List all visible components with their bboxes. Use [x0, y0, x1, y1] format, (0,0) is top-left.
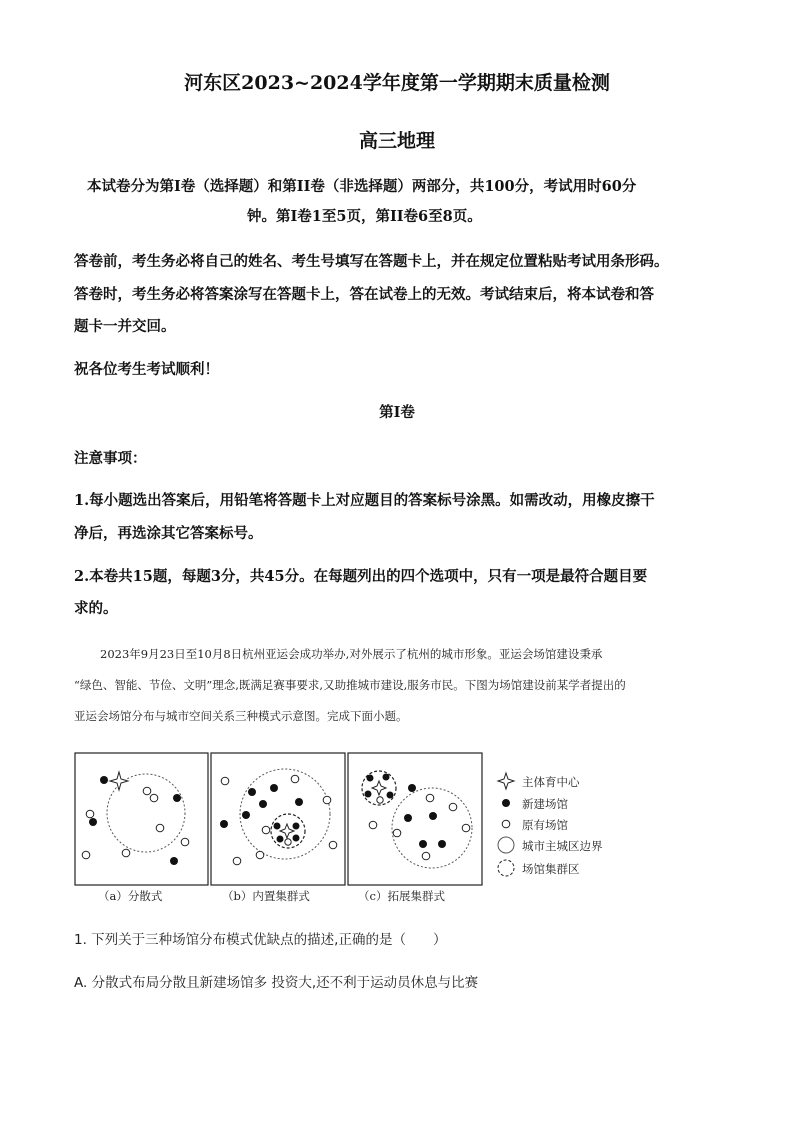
caption-inner-cluster: （b）内置集群式: [222, 889, 310, 903]
note-2-line-1: 2.本卷共15题，每题3分，共45分。在每题列出的四个选项中，只有一项是最符合题目要: [74, 568, 648, 585]
existing-venue-dot: [422, 852, 430, 860]
new-venue-dot: [100, 776, 108, 784]
section-title: 第Ⅰ卷: [379, 404, 415, 421]
existing-venue-dot: [122, 849, 130, 857]
panel-expanded-cluster: [348, 753, 482, 885]
existing-venue-dot: [462, 824, 470, 832]
panel-c-frame: [348, 753, 482, 885]
new-venue-dot: [408, 784, 416, 792]
exam-title: 河东区2023~2024学年度第一学期期末质量检测: [184, 72, 610, 94]
new-venue-dot: [429, 812, 437, 820]
panel-dispersed: [75, 753, 208, 885]
existing-venue-dot: [377, 797, 383, 803]
existing-venue-dot: [143, 787, 151, 795]
panel-inner-cluster: [211, 753, 345, 885]
instruction-line-1: 答卷前，考生务必将自己的姓名、考生号填写在答题卡上，并在规定位置粘贴考试用条形码。: [74, 253, 669, 270]
note-1-line-2: 净后，再选涂其它答案标号。: [74, 525, 263, 542]
caption-expanded-cluster: （c）拓展集群式: [358, 889, 445, 903]
new-venue-dot: [295, 798, 303, 806]
existing-venue-dot: [291, 775, 299, 783]
new-venue-dot: [274, 823, 281, 830]
question-1-stem: 1. 下列关于三种场馆分布模式优缺点的描述,正确的是（ ）: [74, 932, 447, 948]
instruction-line-2: 答卷时，考生务必将答案涂写在答题卡上，答在试卷上的无效。考试结束后，将本试卷和答: [74, 286, 654, 303]
legend-city-boundary-circle: [498, 837, 514, 853]
new-venue-dot: [404, 814, 412, 822]
legend-label-venue-cluster: 场馆集群区: [522, 862, 580, 876]
existing-venue-dot: [369, 821, 377, 829]
existing-venue-dot: [256, 851, 264, 859]
note-2-line-2: 求的。: [74, 600, 118, 617]
new-venue-dot: [242, 811, 250, 819]
existing-venue-dot: [393, 829, 401, 837]
caption-dispersed: （a）分散式: [98, 889, 163, 903]
existing-venue-dot: [221, 777, 229, 785]
intro-line-2: 钟。第Ⅰ卷1至5页，第II卷6至8页。: [247, 208, 482, 225]
new-venue-dot: [173, 794, 181, 802]
existing-venue-dot: [323, 796, 331, 804]
good-luck-text: 祝各位考生考试顺利！: [74, 361, 219, 378]
main-sports-center-icon: [372, 781, 386, 795]
passage-line-1: 2023年9月23日至10月8日杭州亚运会成功举办,对外展示了杭州的城市形象。亚运会场馆建设秉承: [100, 647, 603, 661]
new-venue-dot: [89, 818, 97, 826]
new-venue-dot: [419, 840, 427, 848]
legend-main-sports-center-icon: [498, 773, 514, 789]
passage-line-2: “绿色、智能、节俭、文明”理念,既满足赛事要求,又助推城市建设,服务市民。下图为场馆建设前某学者提出的: [74, 678, 626, 692]
existing-venue-dot: [86, 810, 94, 818]
legend-label-city-boundary: 城市主城区边界: [522, 839, 603, 853]
new-venue-dot: [220, 820, 228, 828]
legend-existing-venue-dot: [502, 820, 510, 828]
new-venue-dot: [387, 792, 394, 799]
new-venue-dot: [270, 784, 278, 792]
new-venue-dot: [277, 836, 284, 843]
existing-venue-dot: [426, 794, 434, 802]
panel-b-frame: [211, 753, 345, 885]
passage-line-3: 亚运会场馆分布与城市空间关系三种模式示意图。完成下面小题。: [74, 709, 408, 723]
existing-venue-dot: [233, 857, 241, 865]
existing-venue-dot: [329, 841, 337, 849]
question-1-option-a: A. 分散式布局分散且新建场馆多 投资大,还不利于运动员休息与比赛: [74, 975, 479, 991]
existing-venue-dot: [262, 826, 270, 834]
new-venue-dot: [383, 774, 390, 781]
new-venue-dot: [293, 823, 300, 830]
subject-title: 高三地理: [358, 130, 435, 152]
new-venue-dot: [365, 791, 372, 798]
main-sports-center-icon: [110, 772, 128, 790]
legend-label-main-sports-center: 主体育中心: [522, 775, 580, 789]
main-sports-center-icon: [280, 824, 294, 838]
new-venue-dot: [259, 800, 267, 808]
legend-label-existing-venue: 原有场馆: [522, 818, 568, 832]
new-venue-dot: [170, 857, 178, 865]
new-venue-dot: [248, 788, 256, 796]
new-venue-dot: [367, 775, 374, 782]
existing-venue-dot: [285, 839, 291, 845]
legend-cluster-circle: [498, 860, 514, 876]
existing-venue-dot: [82, 851, 90, 859]
intro-line-1: 本试卷分为第Ⅰ卷（选择题）和第II卷（非选择题）两部分，共100分，考试用时60分: [87, 178, 637, 195]
note-1-line-1: 1.每小题选出答案后，用铅笔将答题卡上对应题目的答案标号涂黑。如需改动，用橡皮擦干: [74, 492, 655, 509]
figure-legend: [498, 773, 514, 876]
existing-venue-dot: [181, 838, 189, 846]
existing-venue-dot: [449, 803, 457, 811]
instruction-line-3: 题卡一并交回。: [74, 318, 176, 335]
notes-heading: 注意事项：: [74, 450, 147, 467]
existing-venue-dot: [150, 794, 158, 802]
legend-new-venue-dot: [502, 799, 510, 807]
existing-venue-dot: [156, 824, 164, 832]
new-venue-dot: [438, 840, 446, 848]
new-venue-dot: [293, 835, 300, 842]
legend-label-new-venue: 新建场馆: [522, 797, 568, 811]
